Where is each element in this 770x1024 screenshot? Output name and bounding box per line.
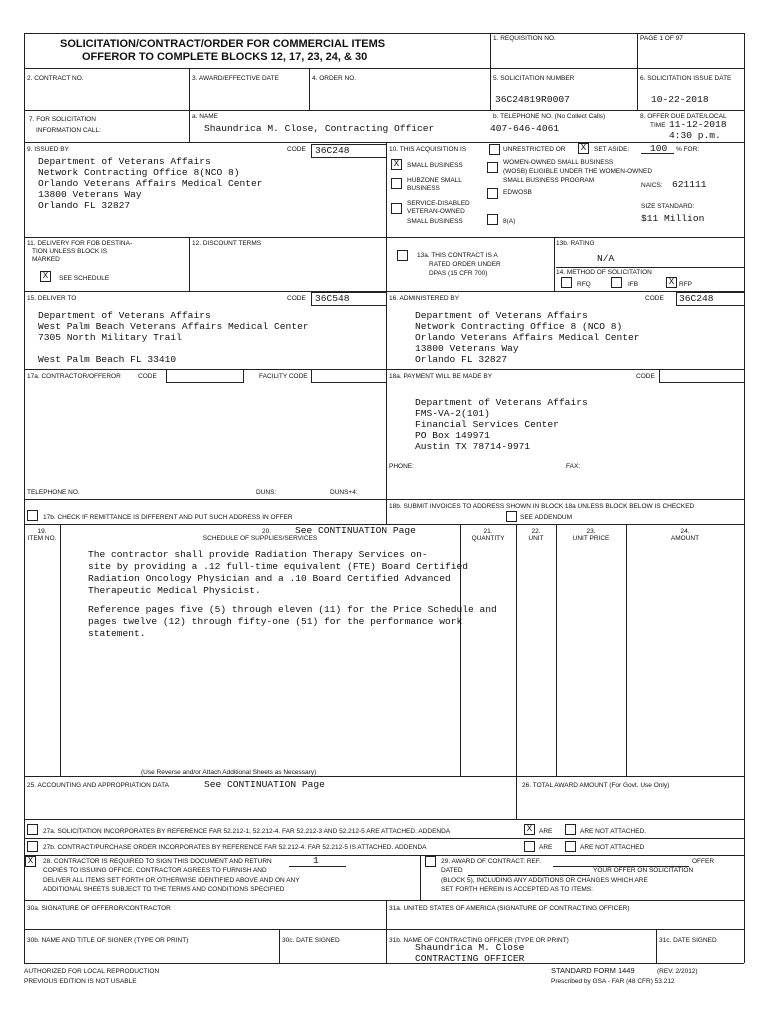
- percent-for-label: % FOR:: [676, 146, 700, 153]
- signer-name-label: 30b. NAME AND TITLE OF SIGNER (TYPE OR PRINT): [27, 937, 189, 944]
- issued-by-line-5: Orlando FL 32827: [38, 200, 131, 211]
- col-item-no-label: ITEM NO.: [27, 535, 57, 542]
- sdvosb-label-2: VETERAN-OWNED: [407, 208, 465, 215]
- contractor-code-box[interactable]: [166, 369, 244, 383]
- schedule-text-7: pages twelve (12) through fifty-one (51) for the performance work: [88, 616, 463, 627]
- 29-dated-label: DATED: [441, 867, 463, 874]
- payment-line-2: FMS-VA-2(101): [415, 408, 490, 419]
- fob-label: 11. DELIVERY FOR FOB DESTINA-: [27, 240, 133, 247]
- ifb-checkbox[interactable]: [611, 277, 622, 288]
- schedule-text-8: statement.: [88, 628, 146, 639]
- 27b-are-checkbox[interactable]: [524, 841, 535, 852]
- 27a-checkbox[interactable]: [27, 824, 38, 835]
- 28-label-3: DELIVER ALL ITEMS SET FORTH OR OTHERWISE IDENTIFIED ABOVE AND ON ANY: [43, 877, 300, 884]
- administered-by-code[interactable]: 36C248: [679, 293, 714, 304]
- wosb-label-2: (WOSB) ELIGIBLE UNDER THE WOMEN-OWNED: [503, 168, 653, 175]
- small-business-checkbox[interactable]: X: [391, 159, 402, 170]
- issued-by-line-2: Network Contracting Office 8(NCO 8): [38, 167, 240, 178]
- 28-copies-underline: [289, 866, 346, 867]
- 28-label-4: ADDITIONAL SHEETS SUBJECT TO THE TERMS AND CONDITIONS SPECIFIED: [43, 886, 285, 893]
- col-schedule-value: See CONTINUATION Page: [295, 525, 416, 536]
- telephone-label: TELEPHONE NO.: [27, 489, 80, 496]
- solicitation-number[interactable]: 36C24819R0007: [495, 94, 570, 105]
- naics-label: NAICS:: [641, 182, 663, 189]
- col-quantity-label: QUANTITY: [471, 535, 505, 542]
- schedule-text-2: site by providing a .12 full-time equivalent (FTE) Board Certified: [88, 561, 468, 572]
- contractor-code-label: CODE: [138, 373, 157, 380]
- issued-by-code-label: CODE: [287, 146, 306, 153]
- set-aside-checkbox[interactable]: X: [578, 143, 589, 154]
- see-schedule-checkbox[interactable]: X: [40, 271, 51, 282]
- sdvosb-checkbox[interactable]: [391, 203, 402, 214]
- rfq-checkbox[interactable]: [561, 277, 572, 288]
- 29-your-offer-label: YOUR OFFER ON SOLICITATION: [593, 867, 694, 874]
- administered-by-label: 16. ADMINISTERED BY: [389, 295, 460, 302]
- unrestricted-label: UNRESTRICTED OR: [503, 146, 566, 153]
- 27b-are-not-checkbox[interactable]: [565, 841, 576, 852]
- issued-by-line-4: 13800 Veterans Way: [38, 189, 142, 200]
- rating-label: 13b. RATING: [556, 240, 595, 247]
- issued-by-code[interactable]: 36C248: [315, 145, 350, 156]
- payment-line-5: Austin TX 78714-9971: [415, 441, 531, 452]
- size-standard[interactable]: $11 Million: [641, 213, 705, 224]
- payment-line-1: Department of Veterans Affairs: [415, 397, 588, 408]
- set-aside-percent[interactable]: 100: [650, 143, 668, 154]
- rated-order-label: 13a. THIS CONTRACT IS A: [417, 252, 498, 259]
- hubzone-label-2: BUSINESS: [407, 185, 440, 192]
- col-schedule-label: SCHEDULE OF SUPPLIES/SERVICES: [202, 535, 318, 542]
- rfp-label: RFP: [679, 281, 692, 288]
- duns-label: DUNS:: [256, 489, 277, 496]
- facility-code-box[interactable]: [311, 369, 387, 383]
- 29-checkbox[interactable]: [425, 856, 436, 867]
- payment-line-3: Financial Services Center: [415, 419, 559, 430]
- 27a-are-not-checkbox[interactable]: [565, 824, 576, 835]
- 27b-are-label: ARE: [539, 844, 553, 851]
- co-signature-label: 31a. UNITED STATES OF AMERICA (SIGNATURE OF CONTRACTING OFFICER): [389, 905, 630, 912]
- offer-due-label: 8. OFFER DUE DATE/LOCAL: [640, 113, 727, 120]
- footer-revision: (REV. 2/2012): [657, 968, 698, 975]
- form-title: SOLICITATION/CONTRACT/ORDER FOR COMMERCIAL ITEMS: [60, 38, 386, 50]
- submit-invoices-label: 18b. SUBMIT INVOICES TO ADDRESS SHOWN IN BLOCK 18a UNLESS BLOCK BELOW IS CHECKED: [389, 503, 695, 510]
- schedule-text-1: The contractor shall provide Radiation Therapy Services on-: [88, 549, 428, 560]
- award-date-label: 3. AWARD/EFFECTIVE DATE: [192, 75, 279, 82]
- 27a-label: 27a. SOLICITATION INCORPORATES BY REFERENCE FAR 52.212-1, 52.212-4. FAR 52.212-3 AND 52.212-5 ARE ATTACHED. ADDENDA: [43, 828, 451, 835]
- administered-by-code-label: CODE: [645, 295, 664, 302]
- 27a-are-not-label: ARE NOT ATTACHED.: [580, 828, 647, 835]
- requisition-label: 1. REQUISITION NO.: [493, 35, 556, 42]
- rating-value[interactable]: N/A: [597, 253, 615, 264]
- offer-due-time[interactable]: 4:30 p.m.: [669, 130, 721, 141]
- 29-label-3: (BLOCK 5), INCLUDING ANY ADDITIONS OR CHANGES WHICH ARE: [441, 877, 648, 884]
- remittance-checkbox[interactable]: [27, 510, 38, 521]
- sdvosb-label: SERVICE-DISABLED: [407, 200, 470, 207]
- 27b-are-not-label: ARE NOT ATTACHED: [580, 844, 645, 851]
- remittance-label: 17b. CHECK IF REMITTANCE IS DIFFERENT AND PUT SUCH ADDRESS IN OFFER: [43, 514, 293, 521]
- facility-code-label: FACILITY CODE: [259, 373, 308, 380]
- issued-by-line-1: Department of Veterans Affairs: [38, 156, 211, 167]
- schedule-text-3: Radiation Oncology Physician and a .10 Board Certified Advanced: [88, 573, 451, 584]
- 27a-are-label: ARE: [539, 828, 553, 835]
- discount-terms-label: 12. DISCOUNT TERMS: [192, 240, 262, 247]
- col-unit-label: UNIT: [528, 535, 544, 542]
- contractor-divider: [24, 499, 386, 500]
- administered-by-line-4: 13800 Veterans Way: [415, 343, 519, 354]
- footer-authorized: AUTHORIZED FOR LOCAL REPRODUCTION: [24, 968, 160, 975]
- administered-by-line-2: Network Contracting Office 8 (NCO 8): [415, 321, 623, 332]
- fob-label-3: MARKED: [32, 256, 60, 263]
- deliver-to-line-1: Department of Veterans Affairs: [38, 310, 211, 321]
- offer-due-date[interactable]: 11-12-2018: [669, 119, 727, 130]
- set-aside-label: SET ASIDE:: [594, 146, 630, 153]
- schedule-text-6: Reference pages five (5) through eleven (11) for the Price Schedule and: [88, 604, 497, 615]
- 29-label-4: SET FORTH HEREIN IS ACCEPTED AS TO ITEMS:: [441, 886, 593, 893]
- solicitation-info-label: 7. FOR SOLICITATION: [29, 116, 96, 123]
- footer-previous: PREVIOUS EDITION IS NOT USABLE: [24, 978, 137, 985]
- schedule-text-4: Therapeutic Medical Physicist.: [88, 585, 261, 596]
- col-unit-price-label: UNIT PRICE: [572, 535, 610, 542]
- 29-label-1: 29. AWARD OF CONTRACT: REF.: [441, 858, 541, 865]
- col-quantity-num: 21.: [483, 528, 493, 535]
- 29-offer-label: OFFER: [692, 858, 715, 865]
- contact-phone[interactable]: 407-646-4061: [490, 123, 560, 134]
- deliver-to-code-label: CODE: [287, 295, 306, 302]
- order-no-label: 4. ORDER NO.: [312, 75, 357, 82]
- payment-code-box[interactable]: [659, 369, 745, 383]
- size-standard-label: SIZE STANDARD:: [641, 203, 695, 210]
- 27b-label: 27b. CONTRACT/PURCHASE ORDER INCORPORATES BY REFERENCE FAR 52.212-4. FAR 52.212-5 IS ATTACHED. ADDENDA: [43, 844, 427, 851]
- co-date-label: 31c. DATE SIGNED: [659, 937, 717, 944]
- payment-code-label: CODE: [636, 373, 655, 380]
- hubzone-label: HUBZONE SMALL: [407, 177, 462, 184]
- deliver-to-line-5: West Palm Beach FL 33410: [38, 354, 177, 365]
- sdvosb-label-3: SMALL BUSINESS: [407, 218, 463, 225]
- deliver-to-code[interactable]: 36C548: [315, 293, 350, 304]
- small-business-label: SMALL BUSINESS: [407, 162, 463, 169]
- 28-label-2: COPIES TO ISSUING OFFICE. CONTRACTOR AGREES TO FURNISH AND: [43, 867, 267, 874]
- form-subtitle: OFFEROR TO COMPLETE BLOCKS 12, 17, 23, 24, & 30: [82, 51, 368, 63]
- payment-fax-label: FAX:: [566, 463, 581, 470]
- 27a-are-checkbox[interactable]: X: [524, 824, 535, 835]
- 28-label-1: 28. CONTRACTOR IS REQUIRED TO SIGN THIS DOCUMENT AND RETURN: [43, 858, 272, 865]
- co-name-label: 31b. NAME OF CONTRACTING OFFICER (TYPE OR PRINT): [389, 937, 569, 944]
- 29-dated-underline: [468, 875, 590, 876]
- accounting-value: See CONTINUATION Page: [204, 779, 325, 790]
- solicitation-info-label-2: INFORMATION CALL:: [36, 127, 101, 134]
- acquisition-label: 10. THIS ACQUISITION IS: [389, 146, 467, 153]
- co-title: CONTRACTING OFFICER: [415, 953, 525, 964]
- rating-divider: [556, 267, 744, 268]
- 28-copies[interactable]: 1: [313, 855, 319, 866]
- rated-order-checkbox[interactable]: [397, 250, 408, 261]
- solicitation-no-label: 5. SOLICITATION NUMBER: [493, 75, 575, 82]
- total-award-label: 26. TOTAL AWARD AMOUNT (For Govt. Use Only): [522, 782, 670, 789]
- edwosb-checkbox[interactable]: [487, 188, 498, 199]
- wosb-checkbox[interactable]: [487, 162, 498, 173]
- payment-phone-label: PHONE:: [389, 463, 414, 470]
- edwosb-label: EDWOSB: [503, 189, 532, 196]
- col-amount-label: AMOUNT: [670, 535, 700, 542]
- duns4-label: DUNS+4:: [330, 489, 358, 496]
- see-schedule-label: SEE SCHEDULE: [59, 275, 110, 282]
- administered-by-line-1: Department of Veterans Affairs: [415, 310, 588, 321]
- wosb-label: WOMEN-OWNED SMALL BUSINESS: [503, 159, 614, 166]
- addendum-checkbox[interactable]: [506, 511, 517, 522]
- rfp-checkbox[interactable]: X: [666, 277, 677, 288]
- contractor-label: 17a. CONTRACTOR/OFFEROR: [27, 373, 121, 380]
- issued-by-label: 9. ISSUED BY: [27, 146, 69, 153]
- 8a-checkbox[interactable]: [487, 214, 498, 225]
- method-label: 14. METHOD OF SOLICITATION: [556, 269, 652, 276]
- contact-name[interactable]: Shaundrica M. Close, Contracting Officer: [204, 123, 435, 134]
- col-unit-price-num: 23.: [586, 528, 596, 535]
- time-label: TIME: [650, 122, 666, 129]
- col-unit-num: 22.: [531, 528, 541, 535]
- payment-label: 18a. PAYMENT WILL BE MADE BY: [389, 373, 493, 380]
- co-name: Shaundrica M. Close: [415, 942, 525, 953]
- rated-order-label-2: RATED ORDER UNDER: [429, 261, 501, 268]
- wosb-label-3: SMALL BUSINESS PROGRAM: [503, 177, 595, 184]
- fob-label-2: TION UNLESS BLOCK IS: [32, 248, 108, 255]
- phone-label: b. TELEPHONE NO. (No Collect Calls): [493, 113, 606, 120]
- offeror-date-label: 30c. DATE SIGNED: [282, 937, 340, 944]
- 27b-checkbox[interactable]: [27, 841, 38, 852]
- issue-date[interactable]: 10-22-2018: [651, 94, 709, 105]
- deliver-to-label: 15. DELIVER TO: [27, 295, 77, 302]
- deliver-to-line-2: West Palm Beach Veterans Affairs Medical Center: [38, 321, 309, 332]
- issue-date-label: 6. SOLICITATION ISSUE DATE: [640, 75, 732, 82]
- ifb-label: IFB: [628, 281, 639, 288]
- page-label: PAGE 1 OF 97: [640, 35, 683, 42]
- administered-by-line-3: Orlando Veterans Affairs Medical Center: [415, 332, 640, 343]
- 8a-label: 8(A): [503, 218, 516, 225]
- issued-by-line-3: Orlando Veterans Affairs Medical Center: [38, 178, 263, 189]
- col-item-no-num: 19.: [37, 528, 47, 535]
- rated-order-label-3: DPAS (15 CFR 700): [429, 270, 488, 277]
- name-label: a. NAME: [192, 113, 219, 120]
- administered-by-line-5: Orlando FL 32827: [415, 354, 508, 365]
- footer-prescribed: Prescribed by GSA - FAR (48 CFR) 53.212: [551, 978, 675, 985]
- accounting-label: 25. ACCOUNTING AND APPROPRIATION DATA: [27, 782, 169, 789]
- naics-code[interactable]: 621111: [672, 179, 707, 190]
- reverse-note: (Use Reverse and/or Attach Additional Sheets as Necessary): [141, 769, 317, 776]
- unrestricted-checkbox[interactable]: [489, 144, 500, 155]
- contract-no-label: 2. CONTRACT NO.: [27, 75, 84, 82]
- payment-line-4: PO Box 149971: [415, 430, 490, 441]
- 28-checkbox[interactable]: X: [25, 856, 36, 867]
- footer-form-name: STANDARD FORM 1449: [551, 966, 635, 975]
- rfq-label: RFQ: [577, 281, 591, 288]
- set-aside-percent-underline: [641, 153, 674, 154]
- col-amount-num: 24.: [680, 528, 690, 535]
- deliver-to-line-3: 7305 North Military Trail: [38, 332, 182, 343]
- col-schedule-num: 20.: [262, 528, 272, 535]
- addendum-label: SEE ADDENDUM: [520, 514, 573, 521]
- hubzone-checkbox[interactable]: [391, 178, 402, 189]
- offeror-signature-label: 30a. SIGNATURE OF OFFEROR/CONTRACTOR: [27, 905, 171, 912]
